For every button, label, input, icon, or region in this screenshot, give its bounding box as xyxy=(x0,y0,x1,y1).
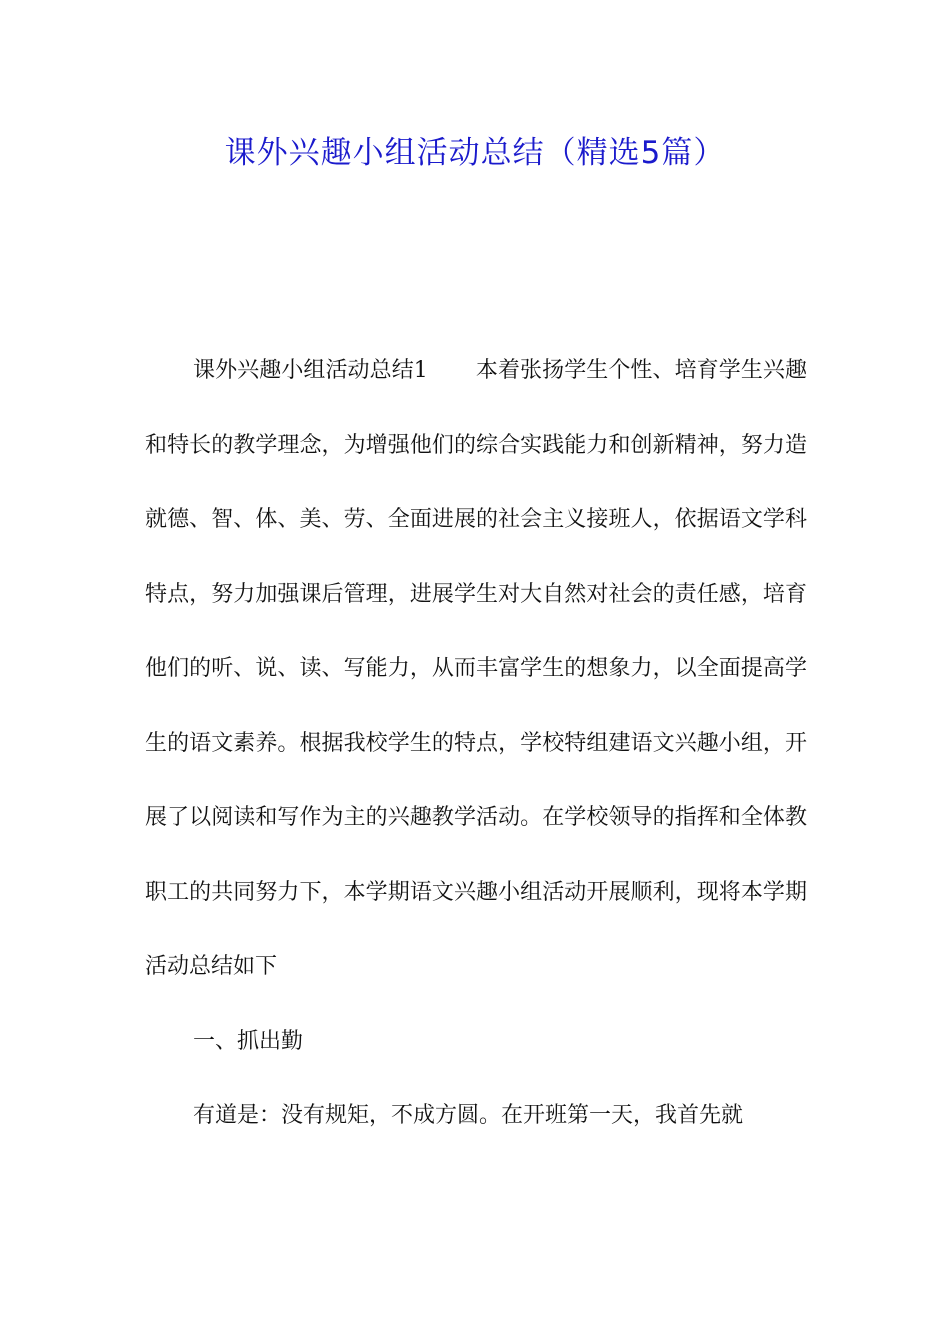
document-body xyxy=(145,334,807,1154)
summary-heading-1: 课外兴趣小组活动总结1 xyxy=(193,358,428,383)
paragraph-2: 有道是：没有规矩，不成方圆。在开班第一天，我首先就 xyxy=(193,1103,744,1128)
section-heading-1: 一、抓出勤 xyxy=(193,1028,304,1054)
paragraph-1 xyxy=(145,334,807,1005)
document-title: 课外兴趣小组活动总结（精选5篇） xyxy=(224,135,726,171)
paragraph-1-body: 本着张扬学生个性、培育学生兴趣和特长的教学理念，为增强他们的综合实践能力和创新精神，努力造就德、智、体、美、劳、全面进展的社会主义接班人，依据语文学科特点，努力加强课后管理，进展学生对大自然对社会的责任感，培育他们的听、说、读、写能力，从而丰富学生的想象力，以全面提高学生的语文素养。根据我校学生的特点，学校特组建语文兴趣小组，开展了以阅读和写作为主的兴趣教学活动。在学校领导的指挥和全体教职工的共同努力下，本学期语文兴趣小组活动开展顺利，现将本学期活动总结如下 xyxy=(145,358,807,979)
